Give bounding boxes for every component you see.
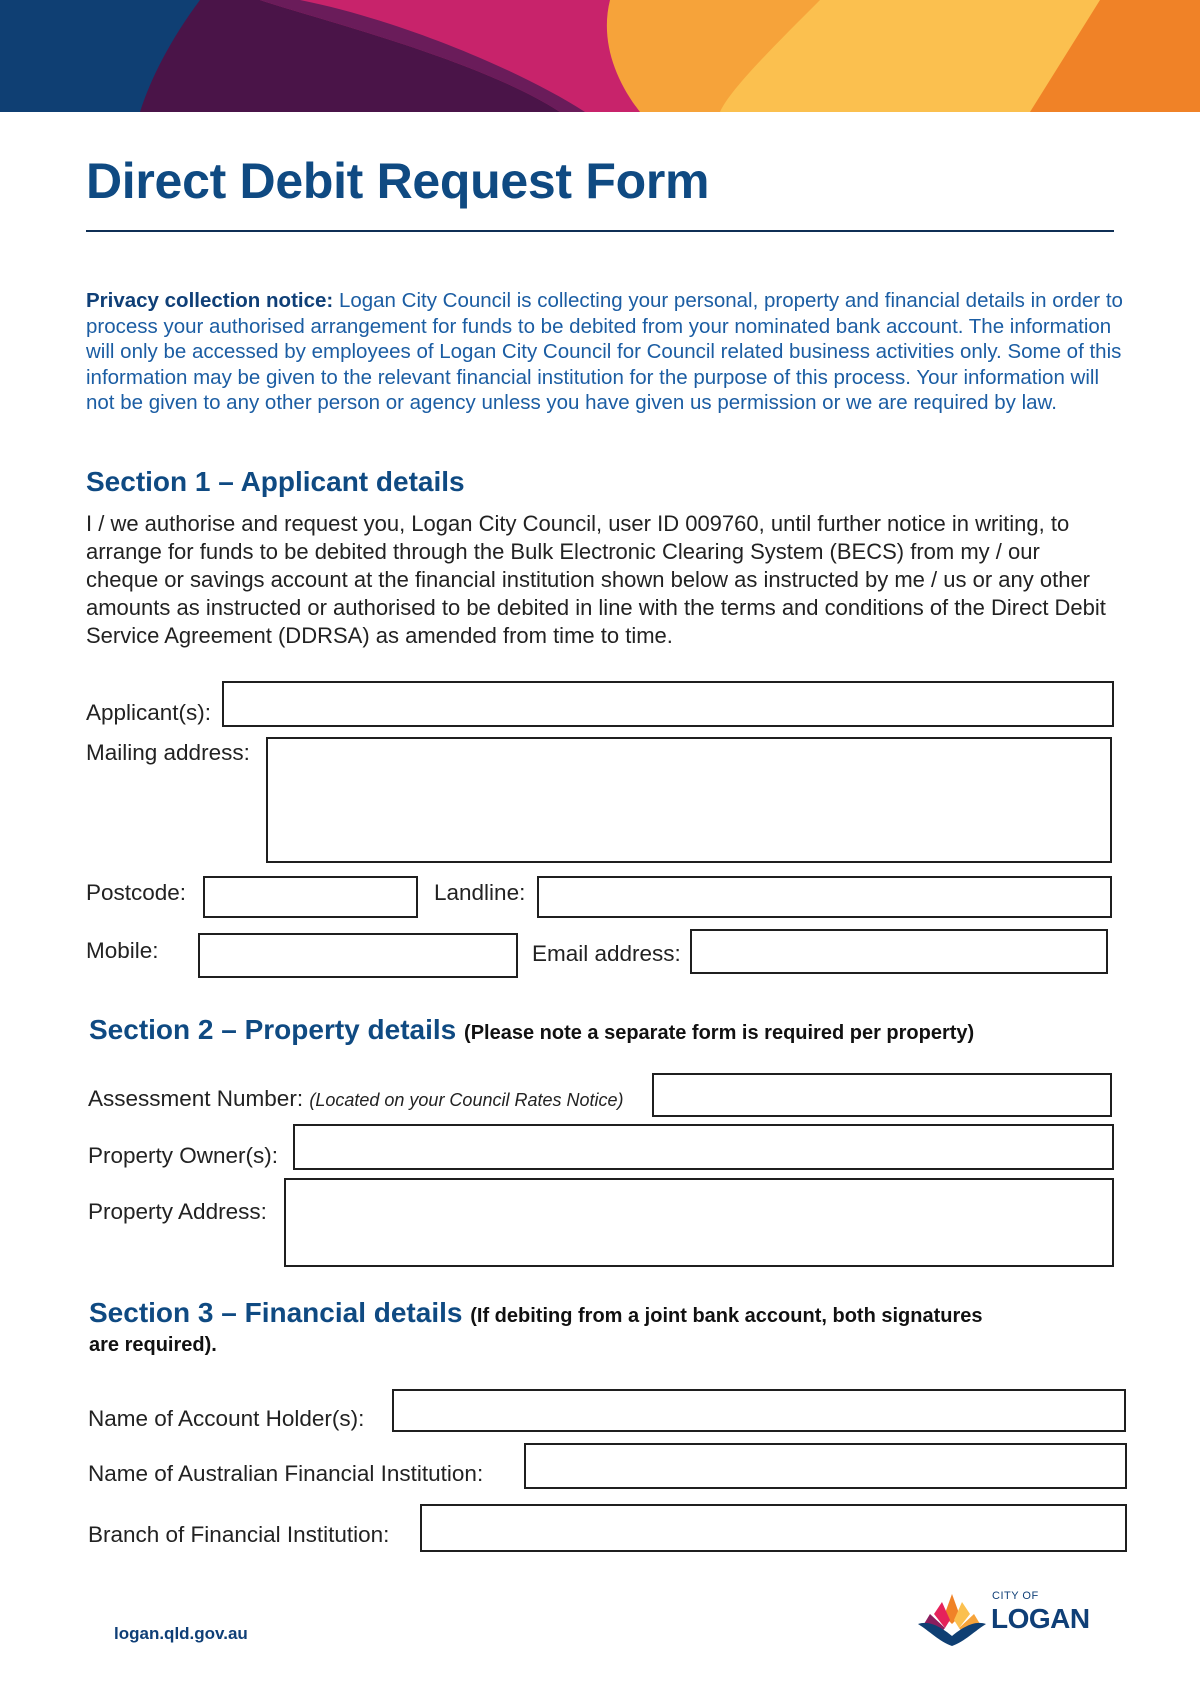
header-banner xyxy=(0,0,1200,112)
section2-title xyxy=(89,1014,974,1046)
property-address-label: Property Address: xyxy=(88,1199,267,1224)
mailing-address-label: Mailing address: xyxy=(86,740,250,765)
mailing-address-input[interactable] xyxy=(266,737,1112,863)
property-owner-label: Property Owner(s): xyxy=(88,1143,279,1168)
financial-institution-input[interactable] xyxy=(524,1443,1127,1489)
title-divider xyxy=(86,230,1114,232)
logo-flower-icon xyxy=(912,1590,992,1650)
account-holder-input[interactable] xyxy=(392,1389,1126,1432)
landline-input[interactable] xyxy=(537,876,1112,918)
page-title: Direct Debit Request Form xyxy=(86,153,710,209)
section3-title-text: Section 3 – Financial details xyxy=(89,1297,463,1328)
mobile-label: Mobile: xyxy=(86,938,159,963)
assessment-number-hint: (Located on your Council Rates Notice) xyxy=(309,1090,624,1110)
applicant-label: Applicant(s): xyxy=(86,700,212,725)
branch-label: Branch of Financial Institution: xyxy=(88,1522,390,1547)
assessment-number-label xyxy=(88,1086,624,1112)
privacy-heading: Privacy collection notice: xyxy=(86,289,334,312)
section3-note-line2: are required). xyxy=(89,1334,217,1356)
property-address-input[interactable] xyxy=(284,1178,1114,1267)
email-label: Email address: xyxy=(532,941,681,966)
branch-input[interactable] xyxy=(420,1504,1127,1552)
postcode-input[interactable] xyxy=(203,876,418,918)
assessment-number-input[interactable] xyxy=(652,1073,1112,1117)
mobile-input[interactable] xyxy=(198,933,518,978)
applicant-input[interactable] xyxy=(222,681,1114,727)
email-input[interactable] xyxy=(690,929,1108,974)
authorisation-text: I / we authorise and request you, Logan City Council, user ID 009760, until further notice in writing, to arrange for funds to be debited through the Bulk Electronic Clearing System (BECS) from my / our cheque or savings account at the financial institution shown below as instructed by me / us or any other amounts as instructed or authorised to be debited in line with the terms and conditions of the Direct Debit Service Agreement (DDRSA) as amended from time to time. xyxy=(86,511,1106,648)
privacy-text: Logan City Council is collecting your personal, property and financial details in order to process your authorised arrangement for funds to be debited from your nominated bank account. The information will only be accessed by employees of Logan City Council for Council related business activities only. Some of this information may be given to the relevant financial institution for the purpose of this process. Your information will not be given to any other person or agency unless you have given us permission or we are required by law. xyxy=(86,289,1123,414)
section3-note-line1: (If debiting from a joint bank account, both signatures xyxy=(470,1305,983,1327)
privacy-notice xyxy=(86,288,1126,416)
landline-label: Landline: xyxy=(434,880,526,905)
section2-note: (Please note a separate form is required per property) xyxy=(464,1022,975,1044)
city-of-logan-logo xyxy=(912,1590,1112,1650)
postcode-label: Postcode: xyxy=(86,880,187,905)
section3-title xyxy=(89,1297,983,1329)
property-owner-input[interactable] xyxy=(293,1124,1114,1170)
logo-city-of-text: CITY OF xyxy=(992,1590,1039,1602)
logo-logan-text: LOGAN xyxy=(991,1603,1090,1634)
section2-title-text: Section 2 – Property details xyxy=(89,1014,457,1045)
account-holder-label: Name of Account Holder(s): xyxy=(88,1406,365,1431)
assessment-number-label-text: Assessment Number: xyxy=(88,1086,304,1111)
website-url: logan.qld.gov.au xyxy=(114,1624,248,1643)
section1-title: Section 1 – Applicant details xyxy=(86,466,465,497)
financial-institution-label: Name of Australian Financial Institution: xyxy=(88,1461,484,1486)
